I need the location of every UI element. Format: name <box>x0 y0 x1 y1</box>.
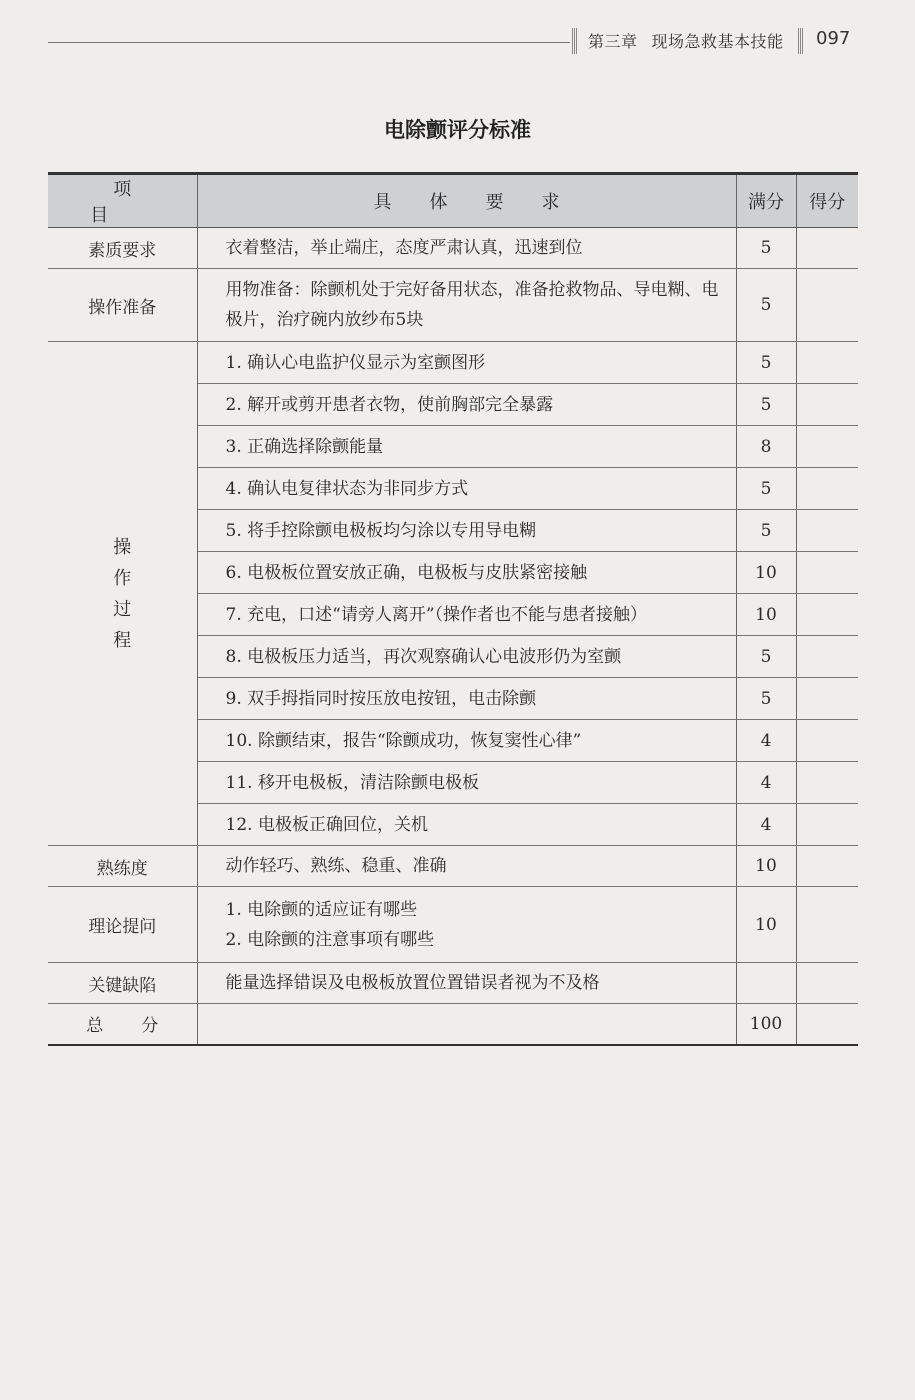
item-cell: 素质要求 <box>48 228 197 269</box>
full-score-cell: 4 <box>736 720 796 762</box>
scoring-table <box>48 172 858 1046</box>
requirement-cell <box>197 1004 736 1045</box>
item-cell-process <box>48 342 197 846</box>
table-header-row <box>48 174 858 228</box>
chapter-title: 现场急救基本技能 <box>651 32 784 51</box>
process-label-char: 过 <box>113 598 132 620</box>
header-divider-left <box>572 28 578 54</box>
table-row <box>48 228 858 269</box>
requirement-cell: 6. 电极板位置安放正确，电极板与皮肤紧密接触 <box>197 552 736 594</box>
item-cell: 理论提问 <box>48 887 197 963</box>
item-cell: 熟练度 <box>48 846 197 887</box>
table-total-row <box>48 1004 858 1045</box>
score-cell <box>796 963 858 1004</box>
full-score-cell: 4 <box>736 804 796 846</box>
score-cell <box>796 720 858 762</box>
requirement-cell: 用物准备：除颤机处于完好备用状态，准备抢救物品、导电糊、电极片，治疗碗内放纱布5块 <box>197 269 736 342</box>
requirement-cell: 5. 将手控除颤电极板均匀涂以专用导电糊 <box>197 510 736 552</box>
score-cell <box>796 384 858 426</box>
score-cell <box>796 426 858 468</box>
full-score-cell: 5 <box>736 228 796 269</box>
full-score-cell: 10 <box>736 846 796 887</box>
full-score-cell: 10 <box>736 594 796 636</box>
item-cell: 关键缺陷 <box>48 963 197 1004</box>
full-score-cell: 5 <box>736 678 796 720</box>
score-cell <box>796 678 858 720</box>
requirement-cell: 衣着整洁，举止端庄，态度严肃认真，迅速到位 <box>197 228 736 269</box>
full-score-cell: 5 <box>736 510 796 552</box>
table-row <box>48 887 858 963</box>
full-score-cell: 5 <box>736 342 796 384</box>
chapter-heading <box>588 29 784 52</box>
score-cell <box>796 804 858 846</box>
score-cell <box>796 342 858 384</box>
score-cell <box>796 636 858 678</box>
score-cell <box>796 846 858 887</box>
requirement-cell: 9. 双手拇指同时按压放电按钮，电击除颤 <box>197 678 736 720</box>
full-score-cell: 5 <box>736 468 796 510</box>
requirement-cell: 能量选择错误及电极板放置位置错误者视为不及格 <box>197 963 736 1004</box>
score-cell <box>796 468 858 510</box>
col-header-item: 项目 <box>48 174 197 228</box>
score-cell <box>796 269 858 342</box>
question-line: 1. 电除颤的适应证有哪些 <box>225 899 418 920</box>
chapter-number: 第三章 <box>588 32 638 51</box>
score-cell <box>796 887 858 963</box>
col-header-score: 得分 <box>796 174 858 228</box>
col-header-full-score: 满分 <box>736 174 796 228</box>
score-cell <box>796 228 858 269</box>
full-score-cell: 4 <box>736 762 796 804</box>
full-score-cell <box>736 963 796 1004</box>
requirement-cell: 4. 确认电复律状态为非同步方式 <box>197 468 736 510</box>
process-label-char: 操 <box>113 536 132 558</box>
full-score-cell: 5 <box>736 269 796 342</box>
header-divider-right <box>798 28 804 54</box>
header-rule <box>48 42 570 43</box>
full-score-cell: 5 <box>736 384 796 426</box>
requirement-cell: 1. 确认心电监护仪显示为室颤图形 <box>197 342 736 384</box>
score-cell <box>796 594 858 636</box>
requirement-cell: 3. 正确选择除颤能量 <box>197 426 736 468</box>
requirement-cell: 7. 充电，口述“请旁人离开”（操作者也不能与患者接触） <box>197 594 736 636</box>
full-score-cell: 5 <box>736 636 796 678</box>
score-cell <box>796 762 858 804</box>
table-row <box>48 269 858 342</box>
full-score-cell: 100 <box>736 1004 796 1045</box>
requirement-cell: 动作轻巧、熟练、稳重、准确 <box>197 846 736 887</box>
col-header-requirement: 具体要求 <box>197 174 736 228</box>
item-cell-total: 总分 <box>48 1004 197 1045</box>
process-label-char: 程 <box>113 629 132 651</box>
page-title: 电除颤评分标准 <box>384 118 531 142</box>
score-cell <box>796 510 858 552</box>
requirement-cell: 8. 电极板压力适当，再次观察确认心电波形仍为室颤 <box>197 636 736 678</box>
table-row <box>48 846 858 887</box>
table-row <box>48 342 858 384</box>
score-cell <box>796 1004 858 1045</box>
full-score-cell: 10 <box>736 552 796 594</box>
item-cell: 操作准备 <box>48 269 197 342</box>
score-cell <box>796 552 858 594</box>
requirement-cell: 12. 电极板正确回位，关机 <box>197 804 736 846</box>
requirement-cell: 2. 解开或剪开患者衣物，使前胸部完全暴露 <box>197 384 736 426</box>
full-score-cell: 8 <box>736 426 796 468</box>
full-score-cell: 10 <box>736 887 796 963</box>
requirement-cell: 11. 移开电极板，清洁除颤电极板 <box>197 762 736 804</box>
requirement-cell <box>197 887 736 963</box>
page-number: 097 <box>816 28 851 49</box>
table-row <box>48 963 858 1004</box>
requirement-cell: 10. 除颤结束，报告“除颤成功，恢复窦性心律” <box>197 720 736 762</box>
process-label-char: 作 <box>113 567 132 589</box>
question-line: 2. 电除颤的注意事项有哪些 <box>225 929 435 950</box>
